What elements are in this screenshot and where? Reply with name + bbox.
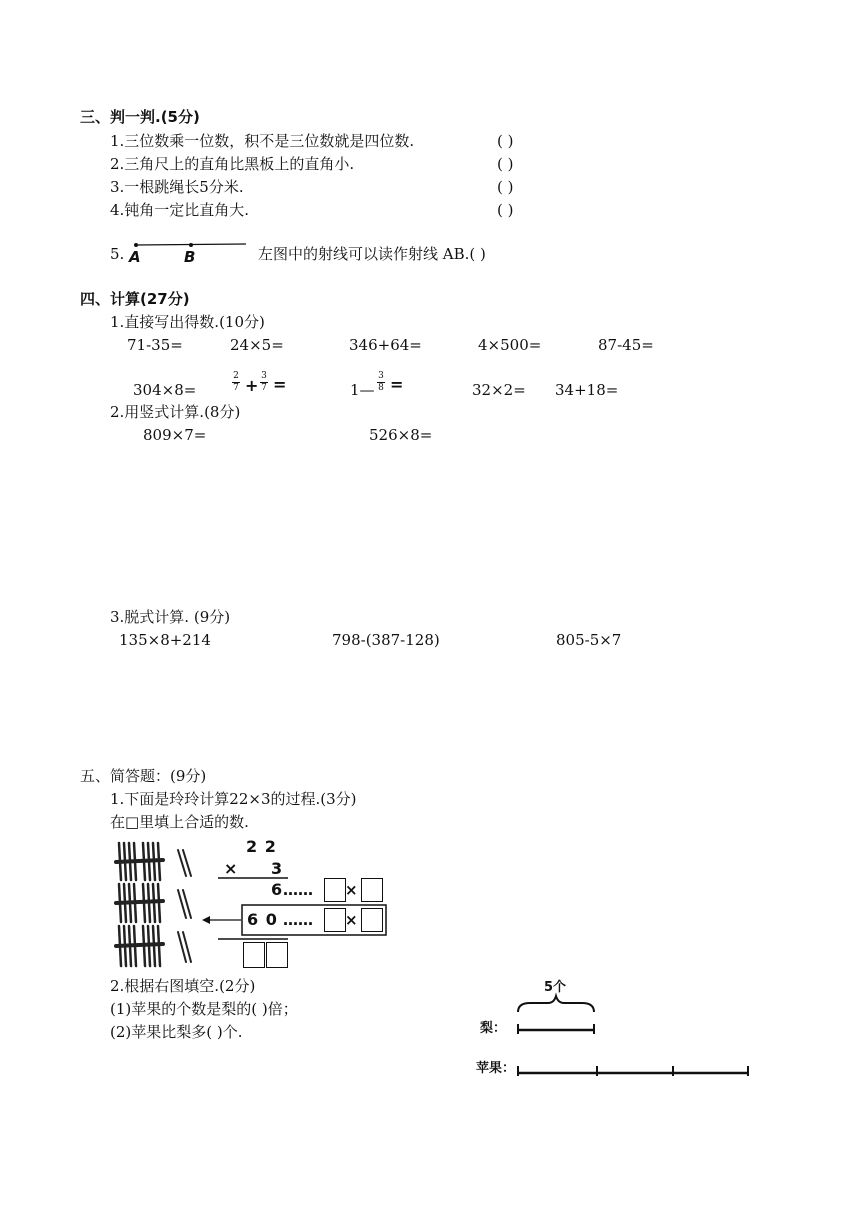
calc-9: 32×2= — [472, 381, 526, 399]
calc-8-prefix: 1— — [350, 381, 375, 399]
vertical-calc-2: 526×8= — [369, 426, 433, 444]
brace-label: 5个 — [544, 980, 567, 995]
point-b-label: B — [184, 248, 196, 266]
box-times-2: × — [345, 911, 358, 929]
part1-title: 1.直接写出得数.(10分) — [110, 313, 265, 331]
q2-line-2: (2)苹果比梨多( )个. — [110, 1023, 243, 1041]
dots-2: …… — [283, 911, 313, 929]
step-calc-3: 805-5×7 — [556, 631, 622, 649]
q1-instruction: 在□里填上合适的数. — [110, 813, 249, 831]
q2-line-1: (1)苹果的个数是梨的( )倍； — [110, 1000, 298, 1018]
calc-3: 346+64= — [349, 336, 422, 354]
judge-answer-3[interactable]: ( ) — [497, 178, 514, 196]
equals-sign-2: = — [390, 375, 404, 394]
times-sign: × — [224, 859, 238, 878]
part3-title: 3.脱式计算. (9分) — [110, 608, 231, 626]
calc-2: 24×5= — [230, 336, 284, 354]
dots-1: …… — [283, 881, 313, 899]
part2-title: 2.用竖式计算.(8分) — [110, 403, 241, 421]
multiplier-digit: 3 — [271, 859, 283, 878]
answer-box-5[interactable] — [243, 942, 265, 968]
judge-answer-1[interactable]: ( ) — [497, 132, 514, 150]
answer-box-6[interactable] — [266, 942, 288, 968]
calc-6: 304×8= — [133, 381, 197, 399]
fraction-2-7: 2 7 — [233, 371, 239, 393]
q2-title: 2.根据右图填空.(2分) — [110, 977, 256, 995]
section3-title: 三、判一判.(5分) — [80, 108, 200, 126]
partial-product-1: 6 — [271, 880, 283, 899]
box-times-1: × — [345, 881, 358, 899]
fraction-3-7: 3 7 — [261, 371, 267, 393]
plus-sign: + — [245, 376, 259, 395]
step-calc-1: 135×8+214 — [119, 631, 211, 649]
point-a-label: A — [129, 248, 141, 266]
judge-item-2: 2.三角尺上的直角比黑板上的直角小. — [110, 155, 355, 173]
answer-box-1[interactable] — [324, 878, 346, 902]
step-calc-2: 798-(387-128) — [332, 631, 440, 649]
judge-answer-2[interactable]: ( ) — [497, 155, 514, 173]
calc-10: 34+18= — [555, 381, 619, 399]
judge-item-3: 3.一根跳绳长5分米. — [110, 178, 244, 196]
judge-item-1: 1.三位数乘一位数，积不是三位数就是四位数. — [110, 132, 415, 150]
multiplicand-digits: 2 2 — [246, 837, 277, 856]
section5-title: 五、简答题：(9分) — [80, 767, 207, 785]
apple-label: 苹果： — [476, 1061, 516, 1076]
vertical-calc-1: 809×7= — [143, 426, 207, 444]
answer-box-4[interactable] — [361, 908, 383, 932]
answer-box-3[interactable] — [324, 908, 346, 932]
equals-sign-1: = — [273, 375, 287, 394]
answer-box-2[interactable] — [361, 878, 383, 902]
section4-title: 四、计算(27分) — [80, 290, 190, 308]
judge-answer-4[interactable]: ( ) — [497, 201, 514, 219]
calc-4: 4×500= — [478, 336, 542, 354]
fraction-3-8: 3 8 — [378, 371, 384, 393]
partial-product-2: 6 0 — [247, 910, 278, 929]
pear-label: 梨： — [480, 1021, 507, 1036]
calc-5: 87-45= — [598, 336, 654, 354]
judge-item-4: 4.钝角一定比直角大. — [110, 201, 250, 219]
judge-item-5-number: 5. — [110, 245, 125, 263]
calc-1: 71-35= — [127, 336, 183, 354]
judge-item-5-text: 左图中的射线可以读作射线 AB.( ) — [258, 245, 486, 263]
q1-title: 1.下面是玲玲计算22×3的过程.(3分) — [110, 790, 357, 808]
